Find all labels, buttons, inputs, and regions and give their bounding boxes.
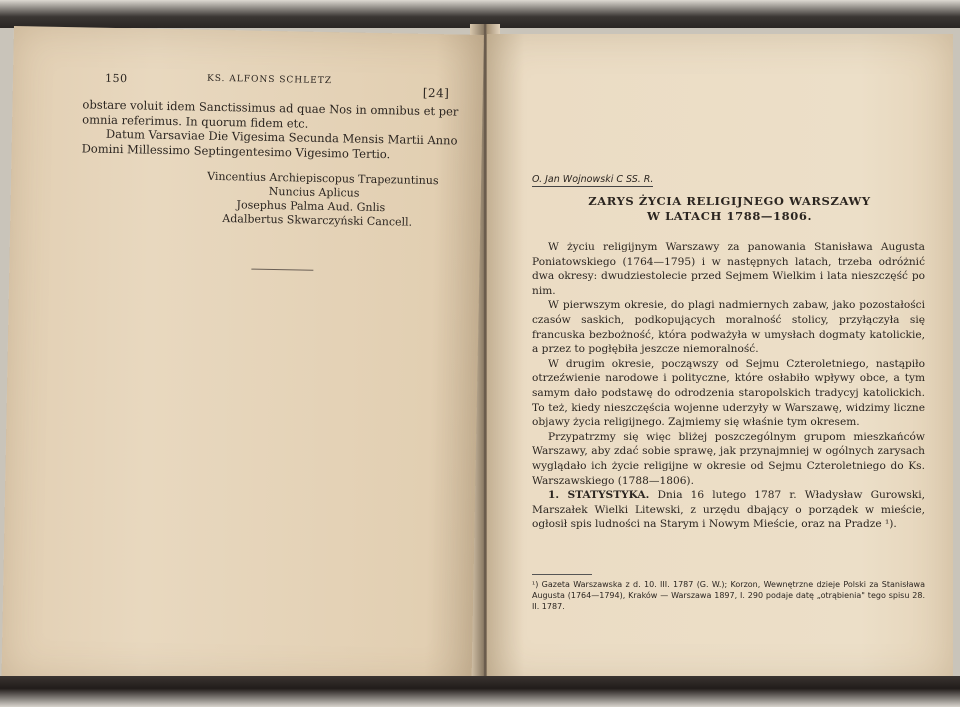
signature-archbishop: Vincentius Archiepiscopus Trapezuntinus <box>207 169 439 188</box>
left-page <box>1 26 483 689</box>
running-head: KS. ALFONS SCHLETZ <box>206 73 333 87</box>
section-text: Dnia 16 lutego 1787 r. Władysław Gurowski, Marszałek Wielki Litewski, z urzędu dbający o porządek w mieście, ogłosił spis ludności na Starym i Nowym Mieście, oraz na Pradze ¹). <box>532 489 925 531</box>
article-body <box>532 240 925 532</box>
left-paragraph <box>82 97 463 162</box>
article-title <box>532 194 927 224</box>
scan-bottom-edge <box>0 676 960 707</box>
paragraph-4: Przypatrzmy się więc bliżej poszczególnym grupom mieszkańców Warszawy, aby zdać sobie sprawę, jak przynajmniej w ogólnych zarysach wyglądało ich życie religijne w okresie od Sejmu Czteroletniego do Ks. Warszawskiego (1788—1806). <box>532 430 925 487</box>
author-byline: O. Jan Wojnowski C SS. R. <box>532 174 654 185</box>
signature-auditor: Josephus Palma Aud. Gnlis <box>236 198 386 215</box>
footnote: ¹) Gazeta Warszawska z d. 10. III. 1787 (G. W.); Korzon, Wewnętrzne dzieje Polski za Stanisława Augusta (1764—1794), Kraków — Warszawa 1897, I. 290 podaje datę „otrąbienia" tego spisu 28. II. 1787. <box>532 580 925 611</box>
left-paragraph-1: obstare voluit idem Sanctissimus ad quae Nos in omnibus et per omnia referimus. In quorum fidem etc. <box>82 97 459 131</box>
document-number: [24] <box>422 85 450 101</box>
paragraph-3: W drugim okresie, począwszy od Sejmu Czteroletniego, nastąpiło otrzeźwienie narodowe i polityczne, które osłabiło wpływy obce, a tym samym dało podstawę do odrodzenia staropolskich tradycyj katolickich. To też, kiedy nieszczęścia wojenne uderzyły w Warszawę, widzimy liczne objawy życia religijnego. Zajmiemy się właśnie tym okresem. <box>532 357 925 429</box>
signature-chancellor: Adalbertus Skwarczyński Cancell. <box>222 212 413 229</box>
page-number: 150 <box>104 71 128 86</box>
paragraph-2: W pierwszym okresie, do plagi nadmiernych zabaw, jako pozostałości czasów saskich, podkopujących moralność stolicy, przyłączyła się francuska bezbożność, która podważyła w umysłach dogmaty katolickie, a przez to pogłębiła jeszcze niemoralność. <box>532 299 925 356</box>
section-paragraph <box>532 488 925 532</box>
right-page <box>487 34 953 684</box>
footnote-rule <box>532 574 592 575</box>
title-line-2: W LATACH 1788—1806. <box>646 209 813 223</box>
section-heading: 1. STATYSTYKA. <box>548 489 650 502</box>
signature-nuncio: Nuncius Aplicus <box>268 184 360 200</box>
paragraph-1: W życiu religijnym Warszawy za panowania Stanisława Augusta Poniatowskiego (1764—1795) i w następnych latach, trzeba odróżnić dwa okresy: dwudziestolecie przed Sejmem Wielkim i lata nieszczęść po nim. <box>532 241 925 297</box>
title-line-1: ZARYS ŻYCIA RELIGIJNEGO WARSZAWY <box>588 194 871 208</box>
left-paragraph-2: Datum Varsaviae Die Vigesima Secunda Mensis Martii Anno Domini Millessimo Septingentesimo Vigesimo Tertio. <box>81 126 458 161</box>
section-divider <box>251 269 313 271</box>
